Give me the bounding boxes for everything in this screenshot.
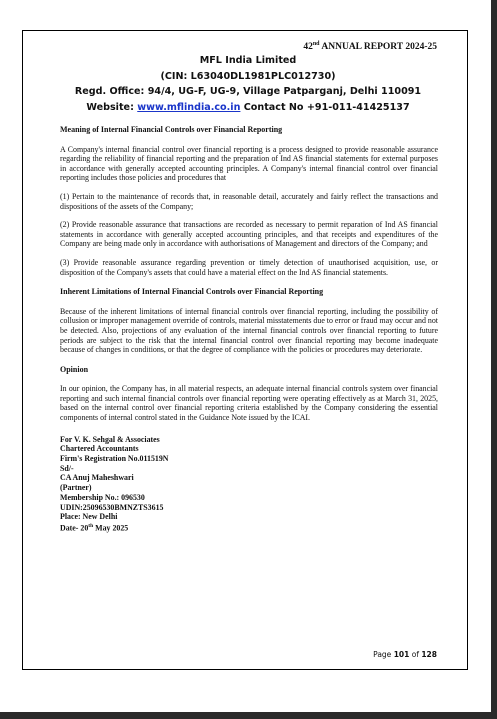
partner-role: (Partner) bbox=[60, 483, 92, 493]
signing-place: Place: New Delhi bbox=[60, 512, 118, 522]
registered-office: Regd. Office: 94/4, UG-F, UG-9, Village Patparganj, Delhi 110091 bbox=[74, 86, 422, 97]
page-prefix: Page bbox=[373, 650, 394, 659]
page-total: 128 bbox=[421, 650, 437, 659]
firm-registration: Firm's Registration No.011519N bbox=[60, 454, 169, 464]
meaning-heading: Meaning of Internal Financial Controls over Financial Reporting bbox=[60, 125, 283, 134]
opinion-paragraph: In our opinion, the Company has, in all material respects, an adequate internal financial controls system over financial reporting and such internal financial controls over financial reporting were operating effectively as at March 31, 2025, based on the internal control over financial reporting criteria established by the Company considering the essential components of internal control stated in the Guidance Note issued by the ICAI. bbox=[60, 384, 438, 423]
website-label: Website: bbox=[86, 101, 138, 113]
viewer-right-edge bbox=[491, 0, 497, 719]
auditor-signature-block bbox=[60, 435, 438, 534]
website-link[interactable]: www.mflindia.co.in bbox=[137, 101, 241, 113]
report-body bbox=[60, 125, 438, 533]
meaning-item-1: (1) Pertain to the maintenance of records that, in reasonable detail, accurately and fairly reflect the transactions and dispositions of the assets of the Company; bbox=[60, 191, 438, 211]
signed-mark: Sd/- bbox=[60, 463, 74, 473]
meaning-item-3: (3) Provide reasonable assurance regarding prevention or timely detection of unauthorised acquisition, use, or disposition of the Company's assets that could have a material effect on the Ind AS financial statements. bbox=[60, 257, 438, 277]
meaning-item-2: (2) Provide reasonable assurance that transactions are recorded as necessary to permit reparation of Ind AS financial statements in accordance with generally accepted accounting principles, and that receipts and expenditures of the Company are being made only in accordance with authorisations of Management and directors of the Company; and bbox=[60, 220, 438, 249]
date-suffix: th bbox=[88, 522, 94, 529]
company-name: MFL India Limited bbox=[199, 55, 297, 66]
website-contact-line bbox=[40, 100, 456, 116]
date-prefix: Date- 20 bbox=[60, 523, 89, 533]
report-number: 42 bbox=[303, 42, 313, 53]
contact-number: Contact No +91-011-41425137 bbox=[240, 101, 410, 113]
company-header bbox=[40, 53, 456, 115]
partner-name: CA Anuj Maheshwari bbox=[60, 473, 134, 483]
page-of: of bbox=[409, 650, 422, 659]
firm-name: For V. K. Sehgal & Associates bbox=[60, 434, 160, 444]
date-rest: May 2025 bbox=[93, 523, 129, 533]
firm-designation: Chartered Accountants bbox=[60, 444, 139, 454]
viewer-bottom-edge bbox=[0, 712, 497, 719]
page-current: 101 bbox=[393, 650, 410, 659]
report-title bbox=[303, 41, 437, 52]
report-title-text: ANNUAL REPORT 2024-25 bbox=[319, 42, 437, 53]
company-cin: (CIN: L63040DL1981PLC012730) bbox=[160, 70, 336, 82]
membership-number: Membership No.: 096530 bbox=[60, 492, 145, 502]
udin-number: UDIN:25096530BMNZTS3615 bbox=[60, 502, 164, 512]
inherent-paragraph: Because of the inherent limitations of internal financial controls over financial reporting, including the possibility of collusion or improper management override of controls, material misstatements due to error or fraud may occur and not be detected. Also, projections of any evaluation of the internal financial controls over financial reporting to future periods are subject to the risk that the internal financial control over financial reporting may become inadequate because of changes in conditions, or that the degree of compliance with the policies or procedures may deteriorate. bbox=[60, 306, 438, 355]
meaning-paragraph: A Company's internal financial control over financial reporting is a process designed to provide reasonable assurance regarding the reliability of financial reporting and the preparation of Ind AS financial statements for external purposes in accordance with generally accepted accounting principles. A Company's internal financial control over financial reporting includes those policies and procedures that bbox=[60, 144, 438, 183]
signing-date bbox=[60, 522, 438, 533]
inherent-heading: Inherent Limitations of Internal Financial Controls over Financial Reporting bbox=[60, 287, 324, 297]
report-number-suffix: nd bbox=[312, 41, 320, 47]
opinion-heading: Opinion bbox=[60, 364, 89, 374]
page-number bbox=[373, 650, 437, 659]
